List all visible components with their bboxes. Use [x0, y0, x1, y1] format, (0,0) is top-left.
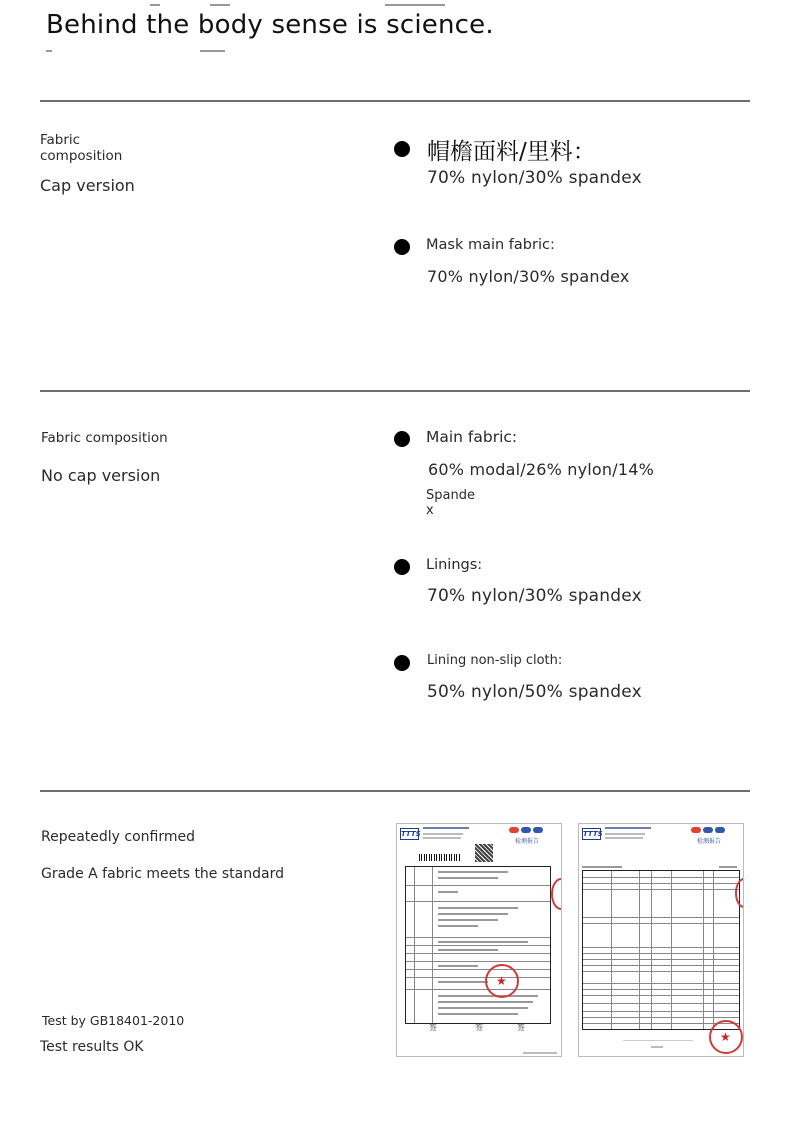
item-value: 60% modal/26% nylon/14% [428, 460, 655, 479]
signature: 签 [475, 1023, 483, 1032]
report-footer-text [623, 1040, 693, 1041]
section-label-main: Cap version [40, 176, 135, 195]
bullet-icon [394, 431, 410, 447]
signature: 签 [517, 1023, 525, 1032]
cert-badge-icon [509, 827, 519, 833]
report-title: 检测报告 [697, 838, 722, 845]
cropped-text-fragment [150, 4, 160, 6]
qr-code-icon [475, 844, 493, 862]
report-header-text [423, 837, 461, 839]
item-value-continued: Spandex [426, 488, 475, 518]
report-logo-icon: TTTS [401, 830, 421, 838]
cropped-text-fragment [200, 50, 225, 52]
report-table [405, 866, 551, 1024]
cert-badge-icon [703, 827, 713, 833]
page-headline: Behind the body sense is science. [46, 10, 494, 40]
cert-badge-icon [521, 827, 531, 833]
item-title: Linings: [426, 557, 483, 573]
report-table [582, 870, 740, 1030]
item-value: 50% nylon/50% spandex [427, 682, 642, 702]
report-header-text [605, 827, 651, 829]
official-seal-icon: ★ [485, 964, 519, 998]
section-divider [40, 390, 750, 392]
item-value: 70% nylon/30% spandex [427, 586, 642, 606]
cropped-text-fragment [385, 4, 445, 6]
cert-badge-icon [533, 827, 543, 833]
cert-badge-icon [715, 827, 725, 833]
report-number-text [582, 866, 622, 868]
bullet-icon [394, 239, 410, 255]
report-header-text [423, 833, 463, 835]
official-seal-icon: ★ [709, 1020, 743, 1054]
report-footer-text [651, 1046, 663, 1048]
cropped-text-fragment [210, 4, 230, 6]
cropped-text-fragment [46, 50, 52, 52]
cert-line-2: Grade A fabric meets the standard [41, 866, 284, 882]
cert-badge-icon [691, 827, 701, 833]
section-label-main: No cap version [41, 466, 161, 485]
section-divider [40, 100, 750, 102]
cert-line-1: Repeatedly confirmed [41, 829, 196, 845]
item-value: 70% nylon/30% spandex [427, 168, 642, 188]
section-divider [40, 790, 750, 792]
report-header-text [605, 837, 643, 839]
test-standard: Test by GB18401-2010 [42, 1013, 185, 1028]
test-report-image-1 [396, 823, 562, 1057]
section-label-top: Fabric composition [40, 132, 123, 164]
test-result: Test results OK [40, 1039, 144, 1055]
item-title: 帽檐面料/里料： [427, 139, 596, 165]
item-value: 70% nylon/30% spandex [427, 267, 630, 286]
item-title: Mask main fabric: [426, 237, 555, 253]
test-report-image-2 [578, 823, 744, 1057]
report-header-text [423, 827, 469, 829]
report-footer-text [523, 1052, 557, 1054]
bullet-icon [394, 655, 410, 671]
bullet-icon [394, 559, 410, 575]
item-title: Lining non-slip cloth: [427, 653, 563, 668]
signature: 签 [429, 1023, 437, 1032]
report-page-text [719, 866, 737, 868]
item-title: Main fabric: [426, 428, 518, 446]
report-title: 检测报告 [515, 838, 540, 845]
report-header-text [605, 833, 645, 835]
section-label-top: Fabric composition [41, 430, 168, 446]
barcode-icon [419, 854, 461, 861]
bullet-icon [394, 141, 410, 157]
official-seal-icon [551, 878, 562, 910]
report-logo-icon: TTTS [583, 830, 603, 838]
